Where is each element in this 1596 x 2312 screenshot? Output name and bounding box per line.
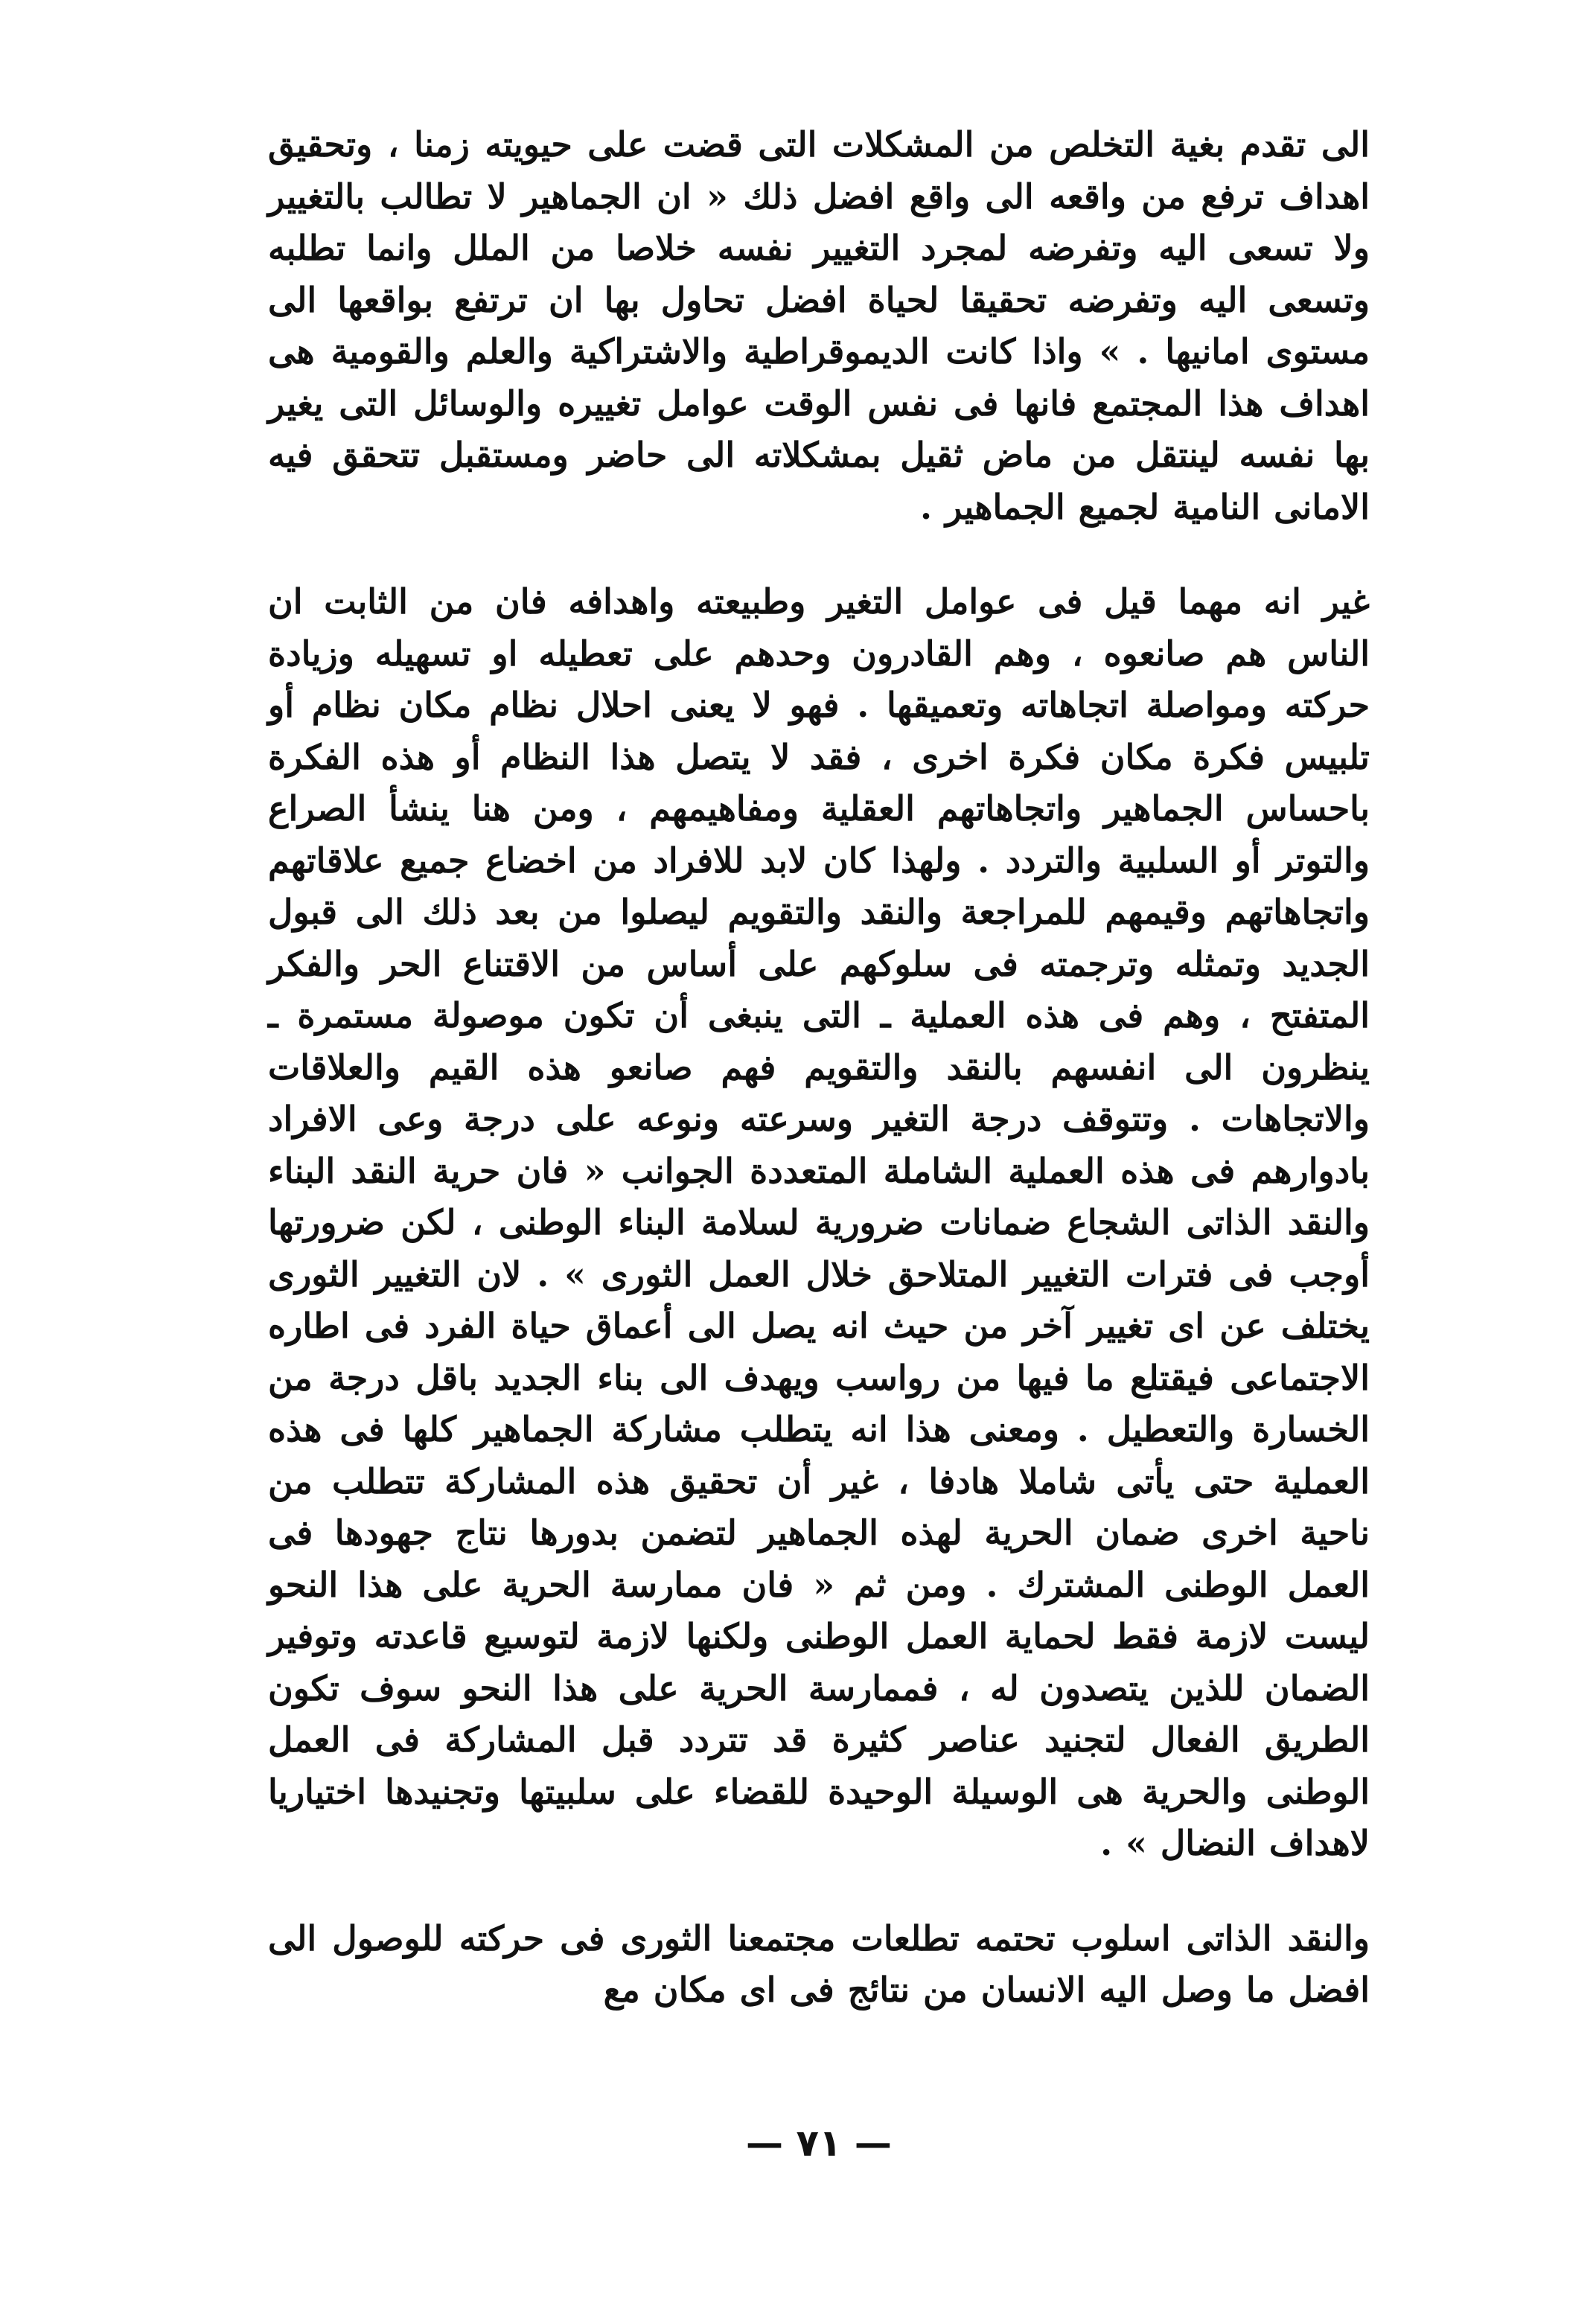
paragraph-3: والنقد الذاتى اسلوب تحتمه تطلعات مجتمعنا الثورى فى حركته للوصول الى افضل ما وصل اليه الانسان من نتائج فى اى مكان مع [268, 1917, 1370, 2010]
page-number: — ٧١ — [746, 2121, 892, 2165]
paragraph-1: الى تقدم بغية التخلص من المشكلات التى قضت على حيويته زمنا ، وتحقيق اهداف ترفع من واقعه الى واقع افضل ذلك « ان الجماهير لا تطالب بالتغيير ولا تسعى اليه وتفرضه لمجرد التغيير نفسه خلاصا من الملل وانما تطلبه وتسعى اليه وتفرضه تحقيقا لحياة افضل تحاول بها ان ترتفع بواقعها الى مستوى امانيها . » واذا كانت الديموقراطية والاشتراكية والعلم والقومية هى اهداف هذا المجتمع فانها فى نفس الوقت عوامل تغييره والوسائل التى يغير بها نفسه لينتقل من ماض ثقيل بمشكلاته الى حاضر ومستقبل تتحقق فيه الامانى النامية لجميع الجماهير . [268, 124, 1370, 527]
document-page [268, 119, 1370, 2233]
paragraph-2: غير انه مهما قيل فى عوامل التغير وطبيعته واهدافه فان من الثابت ان الناس هم صانعوه ، وهم القادرون وحدهم على تعطيله او تسهيله وزيادة حركته ومواصلة اتجاهاته وتعميقها . فهو لا يعنى احلال نظام مكان نظام أو تلبيس فكرة مكان فكرة اخرى ، فقد لا يتصل هذا النظام أو هذه الفكرة باحساس الجماهير واتجاهاتهم العقلية ومفاهيمهم ، ومن هنا ينشأ الصراع والتوتر أو السلبية والتردد . ولهذا كان لابد للافراد من اخضاع جميع علاقاتهم واتجاهاتهم وقيمهم للمراجعة والنقد والتقويم ليصلوا من بعد ذلك الى قبول الجديد وتمثله وترجمته فى سلوكهم على أساس من الاقتناع الحر والفكر المتفتح ، وهم فى هذه العملية ـ التى ينبغى أن تكون موصولة مستمرة ـ ينظرون الى انفسهم بالنقد والتقويم فهم صانعو هذه القيم والعلاقات والاتجاهات . وتتوقف درجة التغير وسرعته ونوعه على درجة وعى الافراد بادوارهم فى هذه العملية الشاملة المتعددة الجوانب « فان حرية النقد البناء والنقد الذاتى الشجاع ضمانات ضرورية لسلامة البناء الوطنى ، لكن ضرورتها أوجب فى فترات التغيير المتلاحق خلال العمل الثورى » . لان التغيير الثورى يختلف عن اى تغيير آخر من حيث انه يصل الى أعماق حياة الفرد فى اطاره الاجتماعى فيقتلع ما فيها من رواسب ويهدف الى بناء الجديد باقل درجة من الخسارة والتعطيل . ومعنى هذا انه يتطلب مشاركة الجماهير كلها فى هذه العملية حتى يأتى شاملا هادفا ، غير أن تحقيق هذه المشاركة تتطلب من ناحية اخرى ضمان الحرية لهذه الجماهير لتضمن بدورها نتاج جهودها فى العمل الوطنى المشترك . ومن ثم « فان ممارسة الحرية على هذا النحو ليست لازمة فقط لحماية العمل الوطنى ولكنها لازمة لتوسيع قاعدته وتوفير الضمان للذين يتصدون له ، فممارسة الحرية على هذا النحو سوف تكون الطريق الفعال لتجنيد عناصر كثيرة قد تتردد قبل المشاركة فى العمل الوطنى والحرية هى الوسيلة الوحيدة للقضاء على سلبيتها وتجنيدها اختياريا لاهداف النضال » . [268, 581, 1370, 1863]
